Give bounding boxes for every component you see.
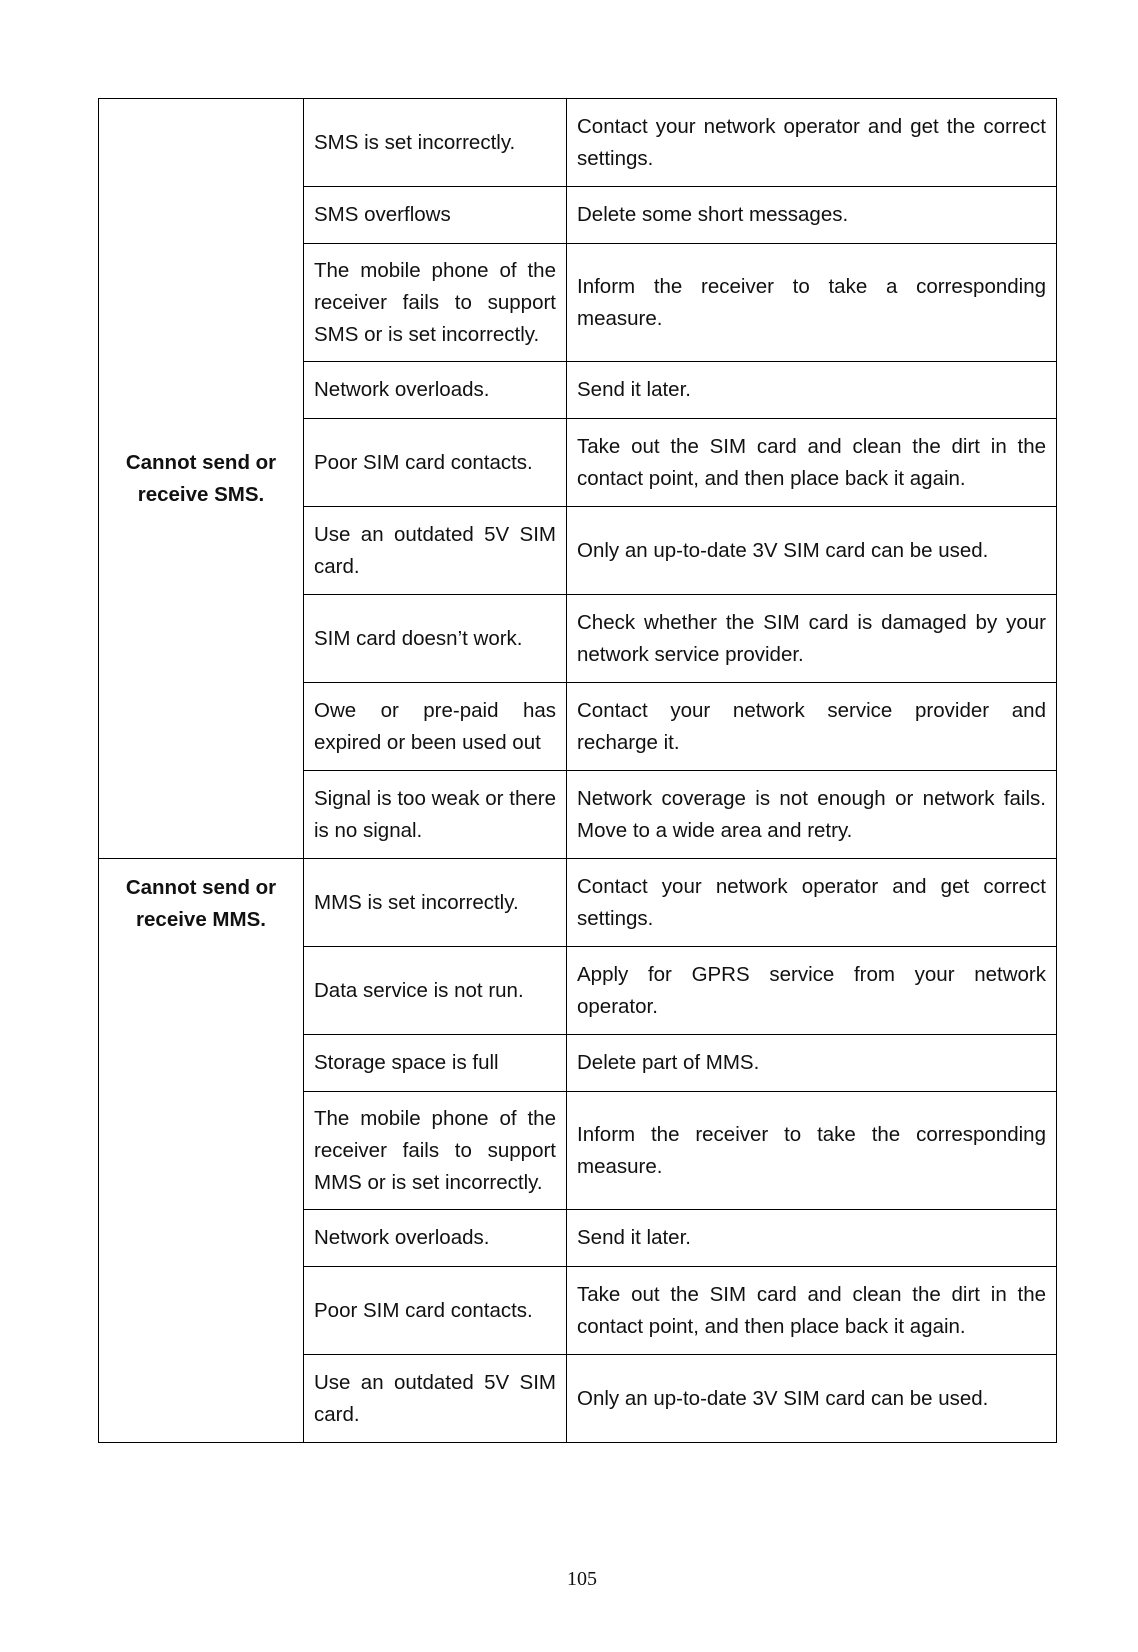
solution-cell: Contact your network service provider and recharge it. xyxy=(567,683,1057,771)
symptom-cell-sms: Cannot send or receive SMS. xyxy=(99,99,304,859)
cause-cell: Owe or pre-paid has expired or been used out xyxy=(304,683,567,771)
cause-cell: The mobile phone of the receiver fails to support MMS or is set incorrectly. xyxy=(304,1092,567,1210)
solution-cell: Only an up-to-date 3V SIM card can be used. xyxy=(567,1355,1057,1443)
solution-cell: Contact your network operator and get correct settings. xyxy=(567,859,1057,947)
cause-cell: Storage space is full xyxy=(304,1035,567,1092)
cause-cell: The mobile phone of the receiver fails to support SMS or is set incorrectly. xyxy=(304,244,567,362)
cause-cell: Poor SIM card contacts. xyxy=(304,1267,567,1355)
solution-cell: Only an up-to-date 3V SIM card can be used. xyxy=(567,507,1057,595)
cause-cell: Network overloads. xyxy=(304,1210,567,1267)
table-row xyxy=(99,859,1057,947)
cause-cell: Use an outdated 5V SIM card. xyxy=(304,1355,567,1443)
solution-cell: Check whether the SIM card is damaged by your network service provider. xyxy=(567,595,1057,683)
solution-cell: Apply for GPRS service from your network operator. xyxy=(567,947,1057,1035)
solution-cell: Send it later. xyxy=(567,362,1057,419)
solution-cell: Delete some short messages. xyxy=(567,187,1057,244)
table-row xyxy=(99,99,1057,187)
cause-cell: Network overloads. xyxy=(304,362,567,419)
solution-cell: Network coverage is not enough or network fails. Move to a wide area and retry. xyxy=(567,771,1057,859)
symptom-cell-mms: Cannot send or receive MMS. xyxy=(99,859,304,1443)
solution-cell: Send it later. xyxy=(567,1210,1057,1267)
cause-cell: MMS is set incorrectly. xyxy=(304,859,567,947)
cause-cell: SMS is set incorrectly. xyxy=(304,99,567,187)
solution-cell: Take out the SIM card and clean the dirt in the contact point, and then place back it again. xyxy=(567,1267,1057,1355)
solution-cell: Inform the receiver to take the corresponding measure. xyxy=(567,1092,1057,1210)
cause-cell: SIM card doesn’t work. xyxy=(304,595,567,683)
cause-cell: SMS overflows xyxy=(304,187,567,244)
cause-cell: Signal is too weak or there is no signal. xyxy=(304,771,567,859)
cause-cell: Use an outdated 5V SIM card. xyxy=(304,507,567,595)
troubleshooting-table xyxy=(98,98,1057,1443)
solution-cell: Inform the receiver to take a corresponding measure. xyxy=(567,244,1057,362)
solution-cell: Delete part of MMS. xyxy=(567,1035,1057,1092)
solution-cell: Take out the SIM card and clean the dirt in the contact point, and then place back it again. xyxy=(567,419,1057,507)
cause-cell: Poor SIM card contacts. xyxy=(304,419,567,507)
cause-cell: Data service is not run. xyxy=(304,947,567,1035)
solution-cell: Contact your network operator and get the correct settings. xyxy=(567,99,1057,187)
page-number: 105 xyxy=(567,1568,597,1590)
